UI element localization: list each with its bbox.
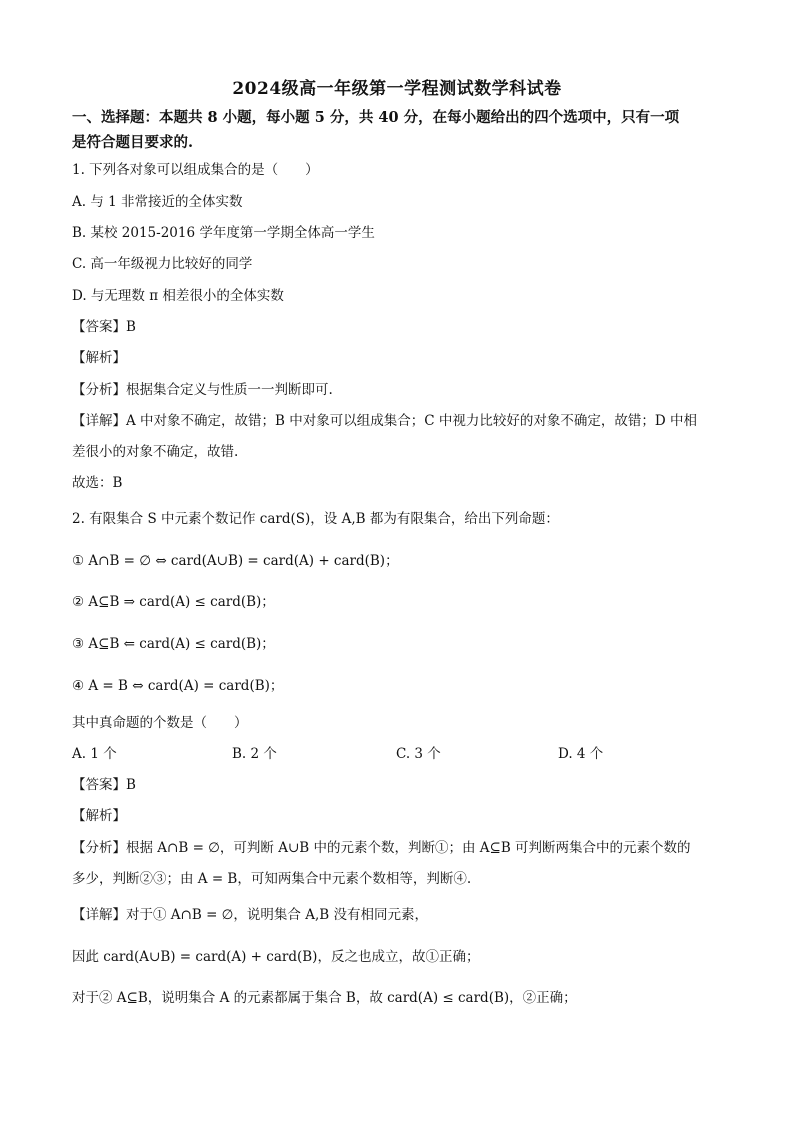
q2-analysis-label: 【解析】 — [72, 808, 126, 824]
q2-option-d: D. 4 个 — [558, 746, 604, 762]
q2-option-c: C. 3 个 — [396, 746, 441, 762]
section-heading-line1: 一、选择题：本题共 8 小题，每小题 5 分，共 40 分，在每小题给出的四个选项中，只有一项 — [72, 109, 680, 126]
q1-choose: 故选：B — [72, 475, 123, 491]
q2-detail-line2: 因此 card(A∪B) = card(A) + card(B)，反之也成立，故①正确； — [72, 949, 480, 965]
q2-prop-1: ① A∩B = ∅ ⇔ card(A∪B) = card(A) + card(B)； — [72, 553, 399, 569]
q2-fenxi-line1: 【分析】根据 A∩B = ∅，可判断 A∪B 中的元素个数，判断①；由 A⊆B 可判断两集合中的元素个数的 — [72, 840, 691, 856]
q1-analysis-label: 【解析】 — [72, 350, 126, 366]
q1-option-b: B. 某校 2015-2016 学年度第一学期全体高一学生 — [72, 225, 375, 241]
section-heading-line2: 是符合题目要求的. — [72, 134, 194, 151]
q1-fenxi: 【分析】根据集合定义与性质一一判断即可. — [72, 382, 333, 398]
q1-option-a: A. 与 1 非常接近的全体实数 — [72, 194, 243, 210]
q1-detail-line1: 【详解】A 中对象不确定，故错；B 中对象可以组成集合；C 中视力比较好的对象不确定，故错；D 中相 — [72, 413, 697, 429]
q2-option-b: B. 2 个 — [232, 746, 277, 762]
q1-option-d: D. 与无理数 π 相差很小的全体实数 — [72, 288, 284, 304]
q2-ask: 其中真命题的个数是（ ） — [72, 715, 248, 731]
q1-option-c: C. 高一年级视力比较好的同学 — [72, 256, 253, 272]
q1-answer: 【答案】B — [72, 319, 136, 335]
q1-detail-line2: 差很小的对象不确定，故错. — [72, 444, 239, 460]
q2-prop-4: ④ A = B ⇔ card(A) = card(B)； — [72, 678, 284, 694]
q2-stem: 2. 有限集合 S 中元素个数记作 card(S)，设 A,B 都为有限集合，给出下列命题： — [72, 511, 559, 527]
page-title: 2024级高一年级第一学程测试数学科试卷 — [232, 79, 562, 99]
q2-option-a: A. 1 个 — [72, 746, 117, 762]
q2-fenxi-line2: 多少，判断②③；由 A = B，可知两集合中元素个数相等，判断④. — [72, 871, 472, 887]
q2-detail-line1: 【详解】对于① A∩B = ∅，说明集合 A,B 没有相同元素， — [72, 907, 428, 923]
q2-answer: 【答案】B — [72, 777, 136, 793]
q2-prop-3: ③ A⊆B ⇐ card(A) ≤ card(B)； — [72, 636, 275, 652]
q2-prop-2: ② A⊆B ⇒ card(A) ≤ card(B)； — [72, 594, 275, 610]
q1-stem: 1. 下列各对象可以组成集合的是（ ） — [72, 162, 319, 178]
q2-detail-line3: 对于② A⊆B，说明集合 A 的元素都属于集合 B，故 card(A) ≤ card(B)，②正确； — [72, 990, 577, 1006]
